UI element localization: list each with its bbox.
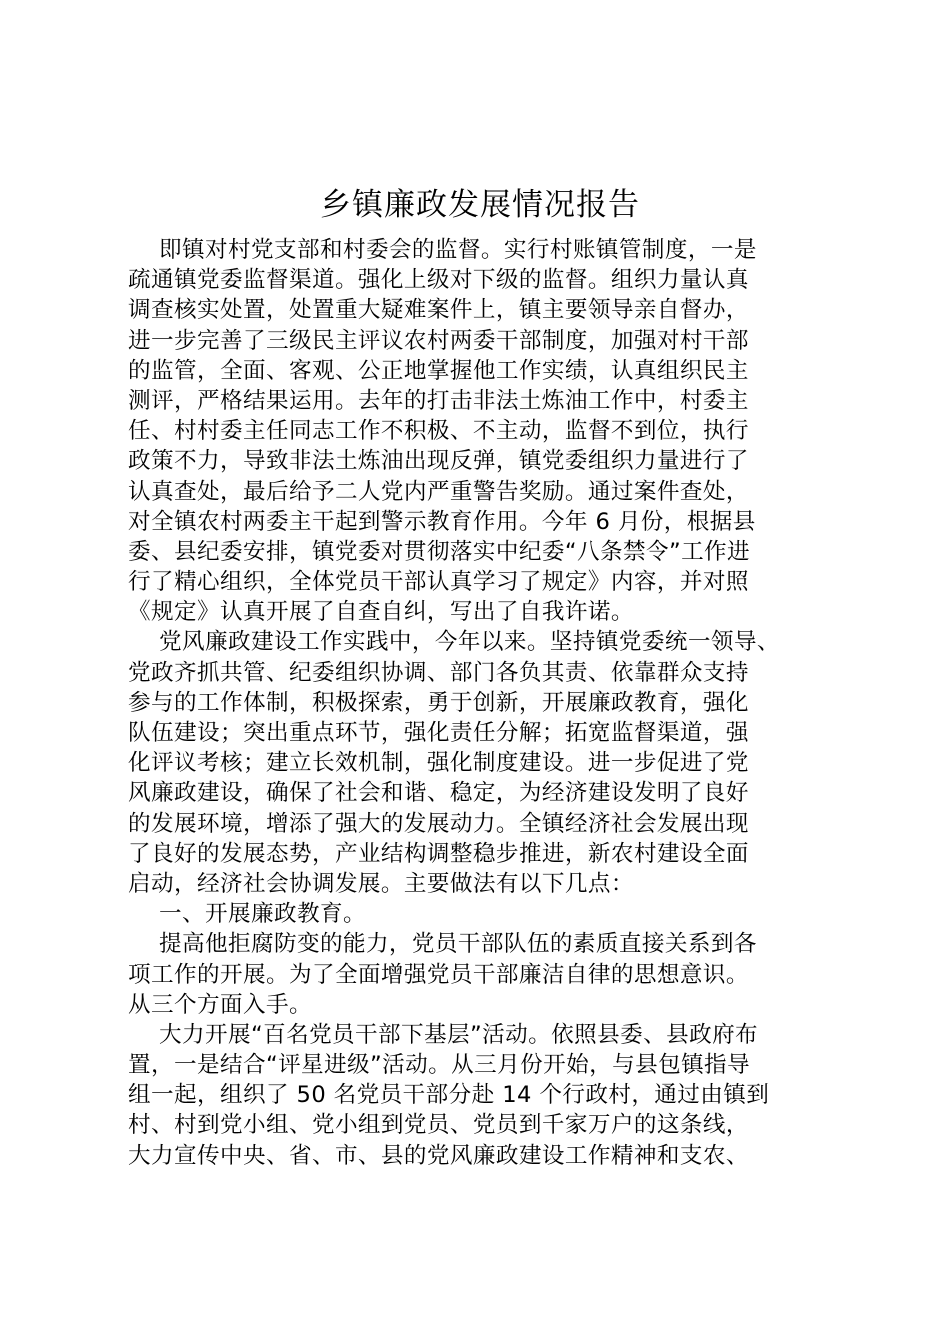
text-line: 政策不力，导致非法土炼油出现反弹，镇党委组织力量进行了 [128,448,749,475]
document-title: 乡镇廉政发展情况报告 [320,187,640,223]
text-line: 调查核实处置，处置重大疑难案件上，镇主要领导亲自督办， [128,297,749,324]
text-line: 启动，经济社会协调发展。主要做法有以下几点： [128,870,634,897]
text-line: 进一步完善了三级民主评议农村两委干部制度，加强对村干部 [128,327,749,354]
text-line: 化评议考核；建立长效机制，强化制度建设。进一步促进了党 [128,750,749,777]
text-line: 《规定》认真开展了自查自纠，写出了自我许诺。 [128,599,634,626]
text-line: 大力宣传中央、省、市、县的党风廉政建设工作精神和支农、 [128,1142,749,1169]
text-line: 参与的工作体制，积极探索，勇于创新，开展廉政教育，强化 [128,689,749,716]
text-line: 组一起，组织了 50 名党员干部分赴 14 个行政村，通过由镇到 [128,1082,770,1109]
text-line: 党政齐抓共管、纪委组织协调、部门各负其责、依靠群众支持 [128,659,749,686]
text-line: 风廉政建设，确保了社会和谐、稳定，为经济建设发明了良好 [128,780,749,807]
text-line: 队伍建设；突出重点环节，强化责任分解；拓宽监督渠道，强 [128,720,749,746]
text-line: 委、县纪委安排，镇党委对贯彻落实中纪委“八条禁令”工作进 [128,538,751,565]
text-line: 测评，严格结果运用。去年的打击非法土炼油工作中，村委主 [128,387,749,414]
text-line: 从三个方面入手。 [128,991,312,1018]
text-line: 一、开展廉政教育。 [159,901,366,928]
document-body [128,235,818,1171]
text-line: 大力开展“百名党员干部下基层”活动。依照县委、县政府布 [159,1021,759,1048]
text-line: 的发展环境，增添了强大的发展动力。全镇经济社会发展出现 [128,810,749,837]
text-line: 村、村到党小组、党小组到党员、党员到千家万户的这条线， [128,1112,749,1139]
text-line: 对全镇农村两委主干起到警示教育作用。今年 6 月份，根据县 [128,508,756,535]
text-line: 提高他拒腐防变的能力，党员干部队伍的素质直接关系到各 [159,931,757,958]
text-line: 任、村村委主任同志工作不积极、不主动，监督不到位，执行 [128,418,749,445]
text-line: 行了精心组织，全体党员干部认真学习了规定》内容，并对照 [128,569,749,596]
text-line: 置，一是结合“评星进级”活动。从三月份开始，与县包镇指导 [128,1052,751,1079]
text-line: 疏通镇党委监督渠道。强化上级对下级的监督。组织力量认真 [128,267,749,294]
text-line: 了良好的发展态势，产业结构调整稳步推进，新农村建设全面 [128,840,749,867]
text-line: 即镇对村党支部和村委会的监督。实行村账镇管制度，一是 [159,237,757,263]
text-line: 的监管，全面、客观、公正地掌握他工作实绩，认真组织民主 [128,357,749,384]
text-line: 项工作的开展。为了全面增强党员干部廉洁自律的思想意识。 [128,961,749,988]
text-line: 党风廉政建设工作实践中，今年以来。坚持镇党委统一领导、 [159,629,780,656]
text-line: 认真查处，最后给予二人党内严重警告奖励。通过案件查处， [128,478,749,505]
